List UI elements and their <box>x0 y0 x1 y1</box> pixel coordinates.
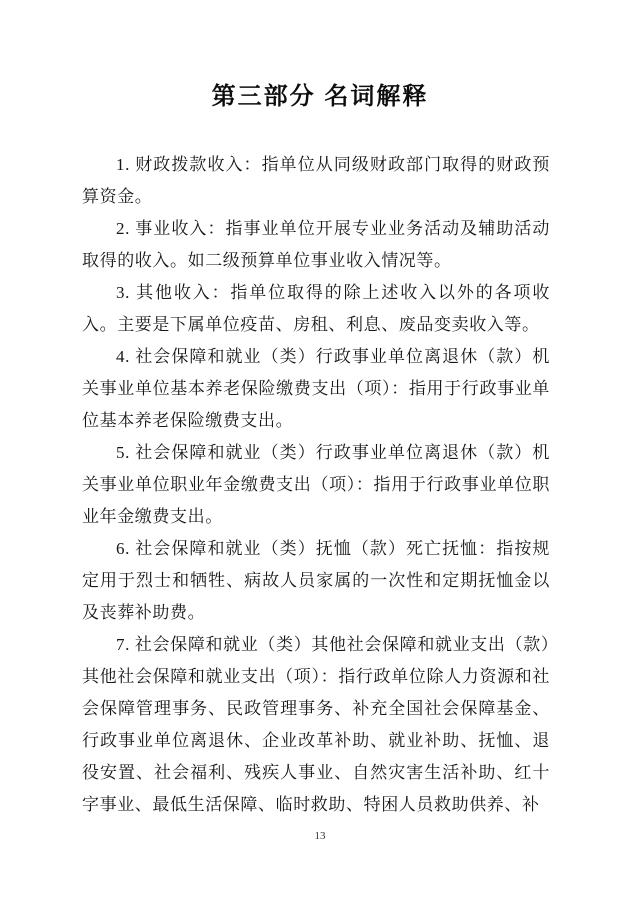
paragraph-fiscal-appropriation-income: 1. 财政拨款收入：指单位从同级财政部门取得的财政预算资金。 <box>82 155 550 206</box>
paragraph-basic-pension-contribution: 4. 社会保障和就业（类）行政事业单位离退休（款）机关事业单位基本养老保险缴费支出（项）：指用于行政事业单位基本养老保险缴费支出。 <box>82 347 550 430</box>
page-title: 第三部分 名词解释 <box>211 83 429 110</box>
paragraph-other-income: 3. 其他收入：指单位取得的除上述收入以外的各项收入。主要是下属单位疫苗、房租、利息、废品变卖收入等。 <box>82 283 550 334</box>
paragraph-occupational-annuity-contribution: 5. 社会保障和就业（类）行政事业单位离退休（款）机关事业单位职业年金缴费支出（项）：指用于行政事业单位职业年金缴费支出。 <box>82 443 550 526</box>
paragraph-operational-income: 2. 事业收入：指事业单位开展专业业务活动及辅助活动取得的收入。如二级预算单位事业收入情况等。 <box>82 219 550 270</box>
paragraph-other-social-security-expenditure: 7. 社会保障和就业（类）其他社会保障和就业支出（款）其他社会保障和就业支出（项）：指行政单位除人力资源和社会保障管理事务、民政管理事务、补充全国社会保障基金、行政事业单位离退休、企业改革补助、就业补助、抚恤、退役安置、社会福利、残疾人事业、自然灾害生活补助、红十字事业、最低生活保障、临时救助、特困人员救助供养、补 <box>82 635 550 814</box>
document-body <box>82 149 550 821</box>
page-number: 13 <box>314 830 326 842</box>
paragraph-death-compensation: 6. 社会保障和就业（类）抚恤（款）死亡抚恤：指按规定用于烈士和牺牲、病故人员家属的一次性和定期抚恤金以及丧葬补助费。 <box>82 539 550 622</box>
